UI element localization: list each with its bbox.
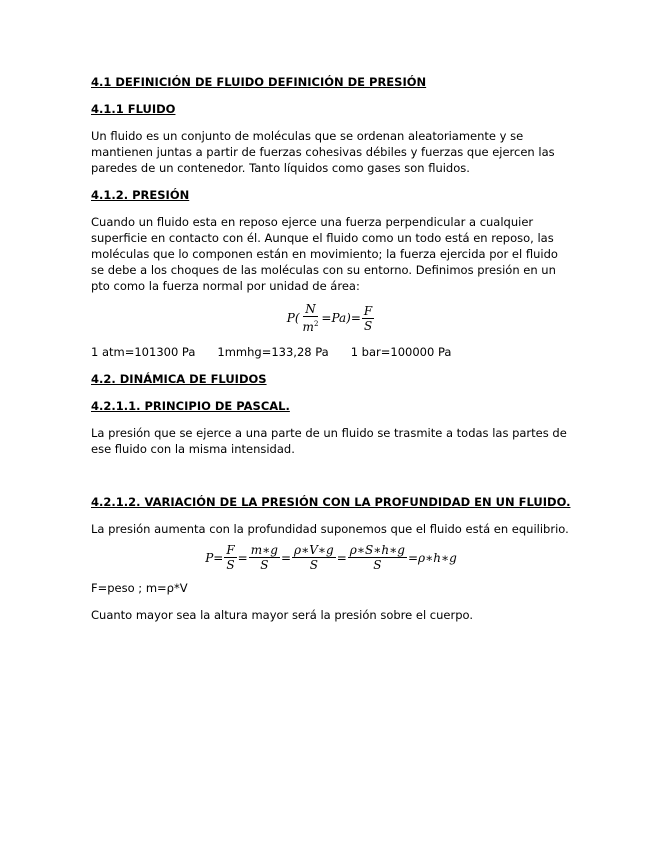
unit-atm: 1 atm=101300 Pa (91, 345, 196, 359)
fraction-denominator: S (363, 318, 373, 333)
formula-symbol: = (237, 550, 248, 565)
unit-equivalences (91, 344, 571, 360)
section-4-2-1-1-title: 4.2.1.1. PRINCIPIO DE PASCAL. (91, 399, 290, 413)
unit-bar: 1 bar=100000 Pa (350, 345, 452, 359)
fluid-definition-paragraph: Un fluido es un conjunto de moléculas que se ordenan aleatoriamente y se mantienen juntas a partir de fuerzas cohesivas débiles y fuerzas que ejercen las paredes de un contenedor. Tanto líquidos como gases son fluidos. (91, 129, 555, 175)
fraction-denominator: S (260, 558, 269, 572)
fraction-denominator: S (226, 558, 235, 572)
fraction (348, 543, 407, 572)
hydrostatic-pressure-formula (91, 543, 571, 572)
fraction-numerator: m∗g (250, 543, 278, 557)
pressure-unit-formula (91, 302, 571, 334)
formula-symbol: = (336, 550, 347, 565)
fraction (362, 304, 374, 333)
fraction (292, 543, 336, 572)
fraction-numerator: ρ∗V∗g (294, 543, 334, 557)
section-4-2-title: 4.2. DINÁMICA DE FLUIDOS (91, 372, 267, 386)
pascal-principle-paragraph: La presión que se ejerce a una parte de un fluido se trasmite a todas las partes de ese fluido con la misma intensidad. (91, 426, 567, 456)
fraction-denominator (301, 317, 321, 334)
fraction-numerator: N (305, 302, 316, 316)
pressure-definition-paragraph: Cuando un fluido esta en reposo ejerce una fuerza perpendicular a cualquier superficie en contacto con él. Aunque el fluido como un todo está en reposo, las moléculas que lo componen están en movimiento; la fuerza ejercida por el fluido se debe a los choques de las moléculas con su entorno. Definimos presión en un pto como la fuerza normal por unidad de área: (91, 215, 558, 293)
fraction-numerator: ρ∗S∗h∗g (349, 543, 405, 557)
formula-symbol: =ρ∗h∗g (407, 550, 457, 565)
closing-paragraph: Cuanto mayor sea la altura mayor será la presión sobre el cuerpo. (91, 608, 474, 622)
section-4-2-1-2-title: 4.2.1.2. VARIACIÓN DE LA PRESIÓN CON LA PROFUNDIDAD EN UN FLUIDO. (91, 495, 571, 509)
fraction-denominator: S (309, 558, 318, 572)
formula-symbol: ( (294, 311, 300, 325)
formula-symbol: P (286, 311, 295, 325)
formula-symbol: =Pa)= (321, 311, 361, 325)
weight-definition: F=peso ; m=ρ*V (91, 581, 188, 595)
section-4-1-1-title: 4.1.1 FLUIDO (91, 102, 176, 116)
depth-pressure-paragraph: La presión aumenta con la profundidad suponemos que el fluido está en equilibrio. (91, 522, 569, 536)
section-4-1-title: 4.1 DEFINICIÓN DE FLUIDO DEFINICIÓN DE PRESIÓN (91, 75, 427, 89)
fraction-denominator: S (373, 558, 382, 572)
fraction-numerator: F (363, 303, 373, 318)
formula-symbol: m (302, 320, 314, 334)
fraction (224, 543, 236, 572)
formula-symbol: = (280, 550, 292, 565)
fraction-numerator: F (226, 543, 235, 557)
fraction (249, 543, 280, 572)
exponent: 2 (313, 320, 319, 328)
formula-symbol: P= (205, 550, 224, 565)
fraction (301, 302, 321, 334)
section-4-1-2-title: 4.1.2. PRESIÓN (91, 188, 190, 202)
unit-mmhg: 1mmhg=133,28 Pa (217, 345, 329, 359)
